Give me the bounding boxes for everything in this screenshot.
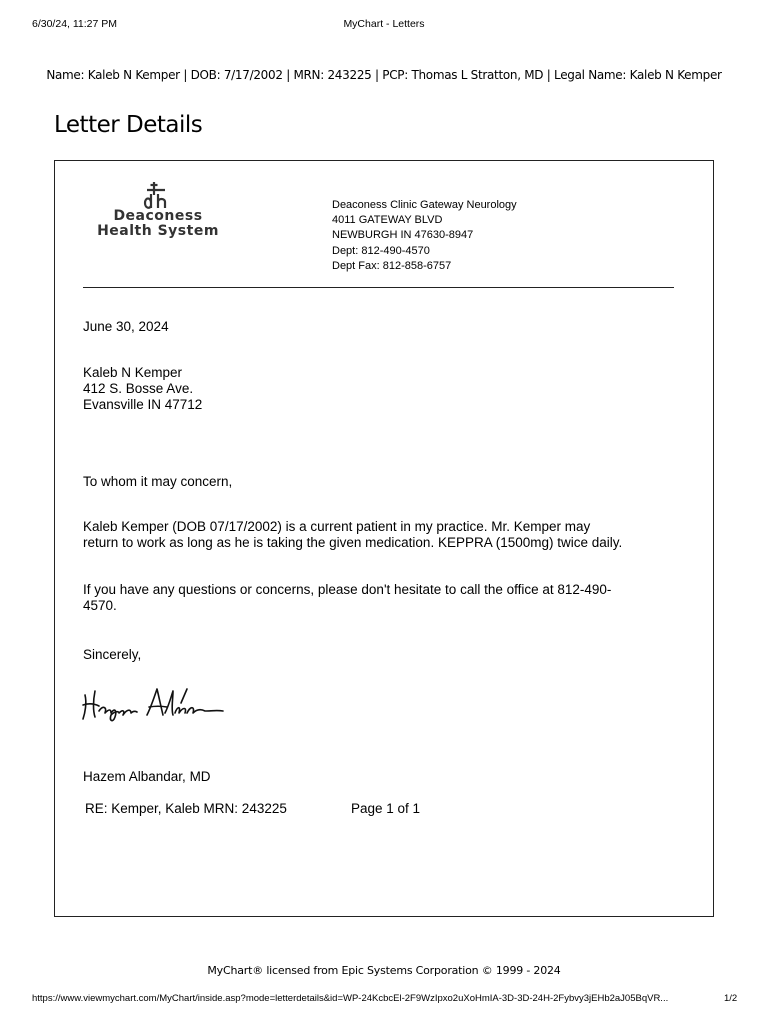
clinic-dept-fax: Dept Fax: 812-858-6757: [332, 259, 452, 272]
deaconess-dh-cross-icon: [141, 181, 171, 211]
recipient-name: Kaleb N Kemper: [83, 365, 183, 380]
closing: Sincerely,: [83, 647, 142, 662]
recipient-address: [83, 365, 202, 413]
logo-wordmark-line1: Deaconess: [113, 208, 203, 224]
letter-date: June 30, 2024: [83, 319, 169, 334]
letter-page-count: Page 1 of 1: [351, 801, 421, 816]
logo-wordmark-line2: Health System: [97, 223, 219, 239]
salutation: To whom it may concern,: [83, 474, 233, 489]
re-line: RE: Kemper, Kaleb MRN: 243225: [85, 801, 287, 816]
print-title: MyChart - Letters: [343, 18, 425, 30]
recipient-street: 412 S. Bosse Ave.: [83, 381, 194, 396]
print-page-number: 1/2: [724, 993, 738, 1004]
letter-paragraph-2: If you have any questions or concerns, please don't hesitate to call the office at 812-490-4570.: [83, 582, 612, 613]
letter-document: [54, 160, 714, 917]
page-title: Letter Details: [54, 112, 203, 138]
letter-paragraph-1: Kaleb Kemper (DOB 07/17/2002) is a current patient in my practice. Mr. Kemper may return to work as long as he is taking the given medication. KEPPRA (1500mg) twice daily.: [83, 519, 623, 550]
clinic-address: [332, 198, 517, 274]
mychart-license-footer: MyChart® licensed from Epic Systems Corporation © 1999 - 2024: [207, 964, 561, 977]
clinic-name: Deaconess Clinic Gateway Neurology: [332, 199, 517, 211]
clinic-dept-phone: Dept: 812-490-4570: [332, 244, 430, 257]
print-datetime: 6/30/24, 11:27 PM: [32, 18, 118, 30]
patient-banner: Name: Kaleb N Kemper | DOB: 7/17/2002 | MRN: 243225 | PCP: Thomas L Stratton, MD | Legal Name: Kaleb N Kemper: [46, 68, 722, 82]
deaconess-logo: [83, 181, 233, 241]
print-url: https://www.viewmychart.com/MyChart/inside.asp?mode=letterdetails&id=WP-24KcbcEl-2F9WzIpxo2uXoHmIA-3D-3D-24H-2Fybvy3jEHb2aJ05BqVR...: [32, 993, 669, 1004]
recipient-city: Evansville IN 47712: [83, 397, 203, 412]
handwritten-signature: [81, 685, 231, 725]
clinic-city: NEWBURGH IN 47630-8947: [332, 229, 474, 242]
clinic-street: 4011 GATEWAY BLVD: [332, 214, 443, 227]
letterhead-divider: [83, 287, 674, 288]
signer-name: Hazem Albandar, MD: [83, 769, 211, 784]
